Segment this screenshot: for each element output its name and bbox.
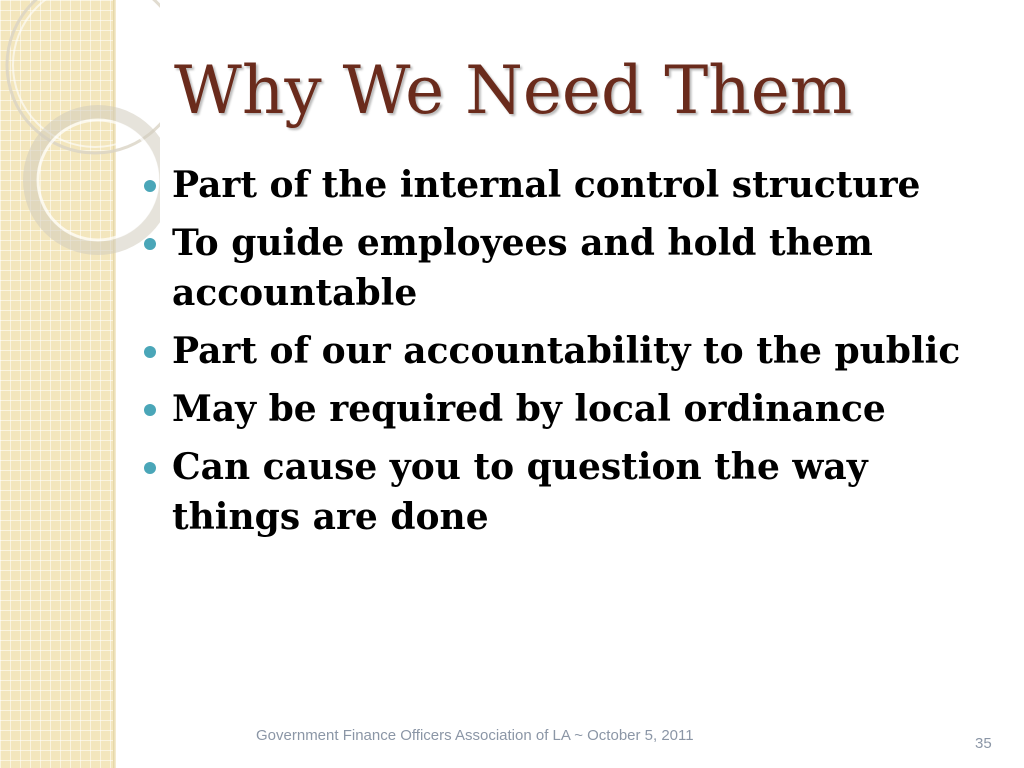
bullet-text: May be required by local ordinance bbox=[172, 388, 886, 430]
decorative-circles-icon bbox=[0, 0, 160, 260]
bullet-item bbox=[140, 326, 1000, 376]
slide-number: 35 bbox=[975, 735, 992, 752]
bullet-text: Part of the internal control structure bbox=[172, 164, 921, 206]
bullet-marker-icon bbox=[144, 462, 156, 474]
bullet-marker-icon bbox=[144, 346, 156, 358]
bullet-item bbox=[140, 384, 1000, 434]
bullet-text: Part of our accountability to the public bbox=[172, 330, 961, 372]
bullet-text: To guide employees and hold them accountable bbox=[172, 222, 873, 314]
bullet-item bbox=[140, 160, 1000, 210]
bullet-text: Can cause you to question the way things are done bbox=[172, 446, 868, 538]
bullet-item bbox=[140, 442, 1000, 542]
bullet-marker-icon bbox=[144, 180, 156, 192]
bullet-marker-icon bbox=[144, 404, 156, 416]
bullet-marker-icon bbox=[144, 238, 156, 250]
slide-title: Why We Need Them bbox=[174, 52, 853, 129]
bullet-item bbox=[140, 218, 1000, 318]
bullet-list bbox=[140, 160, 1000, 550]
slide-footer: Government Finance Officers Association of LA ~ October 5, 2011 bbox=[256, 727, 694, 744]
